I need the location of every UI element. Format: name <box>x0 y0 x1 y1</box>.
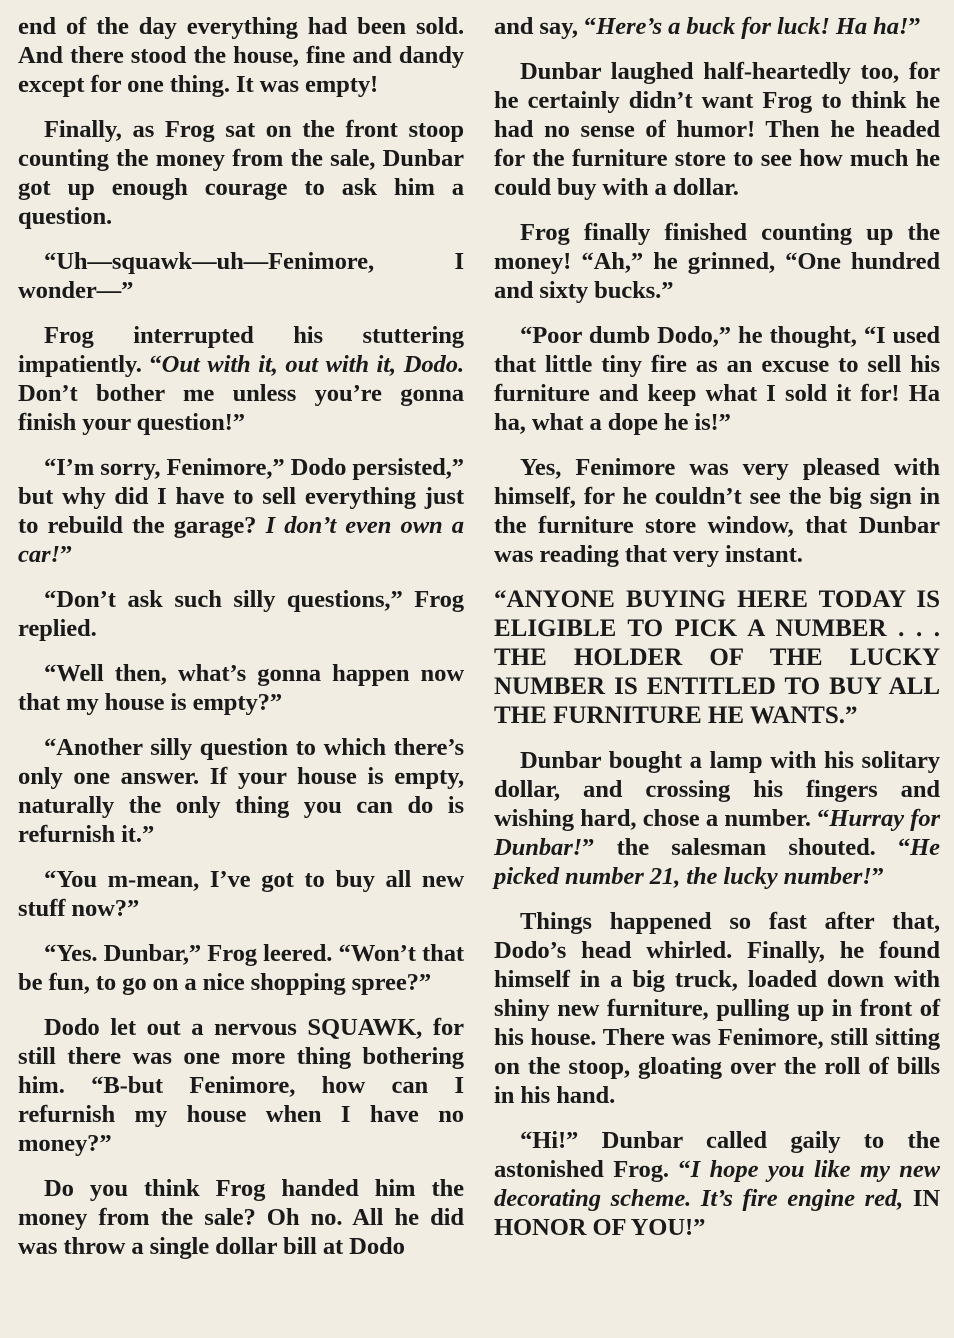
paragraph: “Another silly question to which there’s only one answer. If your house is empty, naturally the only thing you can do is refurnish it.” <box>18 734 464 848</box>
left-column <box>18 12 464 1338</box>
paragraph: “Don’t ask such silly questions,” Frog replied. <box>18 586 464 642</box>
paragraph: “Yes. Dunbar,” Frog leered. “Won’t that be fun, to go on a nice shopping spree?” <box>18 940 464 996</box>
paragraph: end of the day everything had been sold. And there stood the house, fine and dandy except for one thing. It was empty! <box>18 13 464 98</box>
paragraph: Dunbar bought a lamp with his solitary dollar, and crossing his fingers and wishing hard, chose a number. “Hurray for Dunbar!” the salesman shouted. “He picked number 21, the lucky number!” <box>494 747 940 890</box>
paragraph: “Hi!” Dunbar called gaily to the astonished Frog. “I hope you like my new decorating scheme. It’s fire engine red, IN HONOR OF YOU!” <box>494 1127 940 1241</box>
paragraph: “Uh—squawk—uh—Fenimore, I wonder—” <box>18 248 464 304</box>
paragraph: Frog interrupted his stuttering impatiently. “Out with it, out with it, Dodo. Don’t bother me unless you’re gonna finish your question!” <box>18 322 465 436</box>
paragraph: Things happened so fast after that, Dodo’s head whirled. Finally, he found himself in a big truck, loaded down with shiny new furniture, pulling up in front of his house. There was Fenimore, still sitting on the stoop, gloating over the roll of bills in his hand. <box>494 908 940 1109</box>
sign-announcement: “ANYONE BUYING HERE TODAY IS ELIGIBLE TO PICK A NUMBER . . . THE HOLDER OF THE LUCKY NUMBER IS ENTITLED TO BUY ALL THE FURNITURE HE WANTS.” <box>494 586 940 729</box>
right-column <box>494 12 940 1338</box>
paragraph: “I’m sorry, Fenimore,” Dodo persisted,” but why did I have to sell everything just to rebuild the garage? I don’t even own a car!” <box>18 454 464 568</box>
paragraph: Do you think Frog handed him the money from the sale? Oh no. All he did was throw a single dollar bill at Dodo <box>18 1175 464 1260</box>
paragraph: “You m-mean, I’ve got to buy all new stuff now?” <box>18 866 464 922</box>
paragraph: Dunbar laughed half-heartedly too, for he certainly didn’t want Frog to think he had no sense of humor! Then he headed for the furniture store to see how much he could buy with a dollar. <box>494 58 940 201</box>
paragraph: “Poor dumb Dodo,” he thought, “I used that little tiny fire as an excuse to sell his furniture and keep what I sold it for! Ha ha, what a dope he is!” <box>494 322 940 436</box>
paragraph: “Well then, what’s gonna happen now that my house is empty?” <box>18 660 464 716</box>
paragraph: Finally, as Frog sat on the front stoop counting the money from the sale, Dunbar got up enough courage to ask him a question. <box>18 116 464 230</box>
paragraph: and say, “Here’s a buck for luck! Ha ha!” <box>494 13 921 40</box>
paragraph: Frog finally finished counting up the money! “Ah,” he grinned, “One hundred and sixty bucks.” <box>494 219 940 304</box>
paragraph: Yes, Fenimore was very pleased with himself, for he couldn’t see the big sign in the furniture store window, that Dunbar was reading that very instant. <box>494 454 940 568</box>
paragraph: Dodo let out a nervous SQUAWK, for still there was one more thing bothering him. “B-but Fenimore, how can I refurnish my house when I have no money?” <box>18 1014 464 1157</box>
